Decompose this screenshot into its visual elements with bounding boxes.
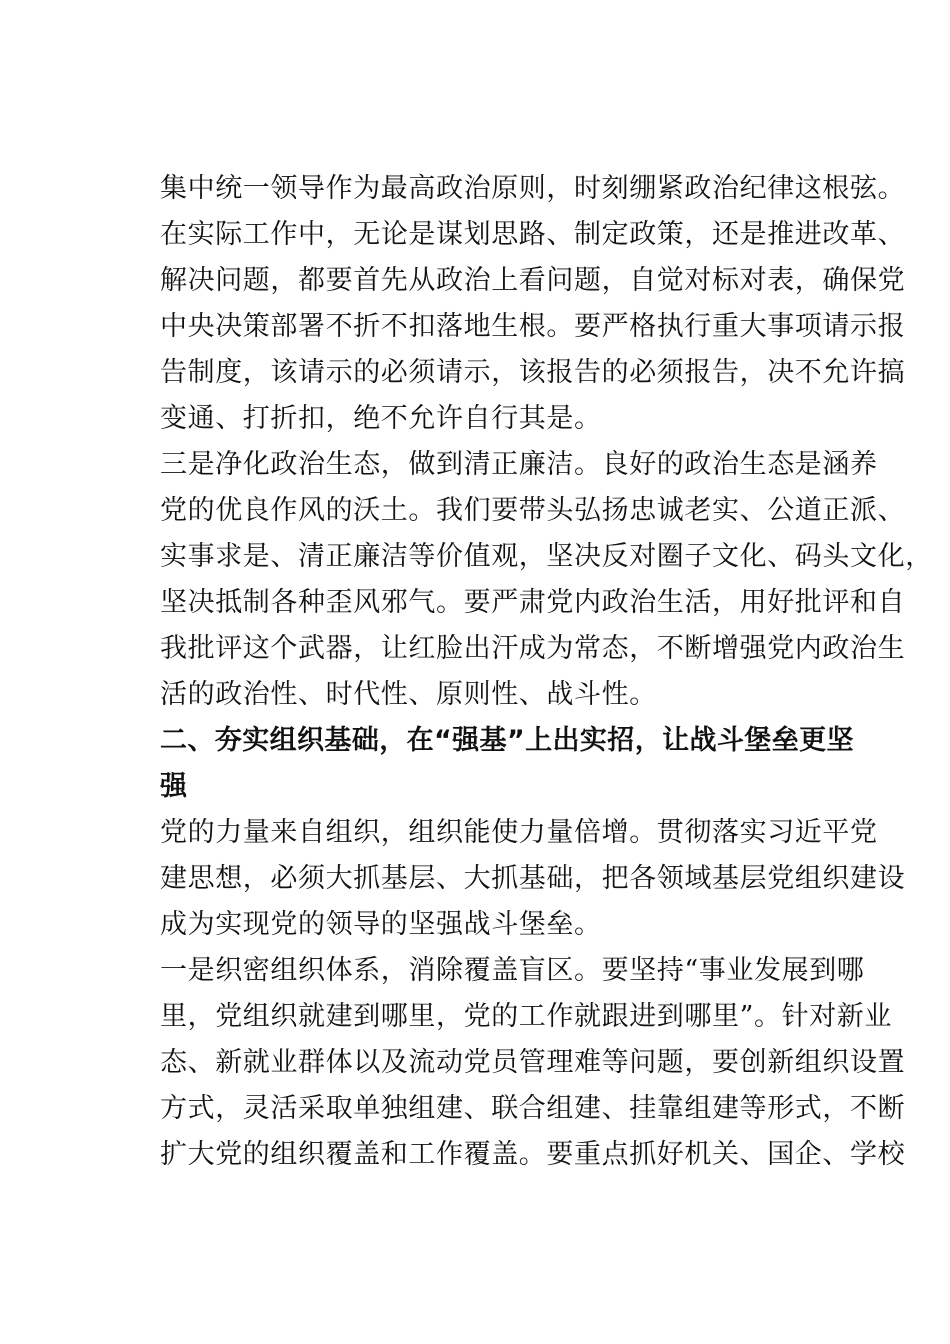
paragraph-first-line	[160, 445, 878, 485]
paragraph-line: 里，党组织就建到哪里，党的工作就跟进到哪里”。针对新业	[160, 1001, 893, 1032]
paragraph-line: 中央决策部署不折不扣落地生根。要严格执行重大事项请示报	[160, 311, 906, 342]
paragraph-line: 解决问题，都要首先从政治上看问题，自觉对标对表，确保党	[160, 265, 906, 296]
paragraph-line: 坚决抵制各种歪风邪气。要严肃党内政治生活，用好批评和自	[160, 587, 906, 618]
paragraph-line: 建思想，必须大抓基层、大抓基础，把各领域基层党组织建设	[160, 863, 906, 894]
paragraph-line: 活的政治性、时代性、原则性、战斗性。	[160, 679, 657, 710]
section-heading-continuation: 强	[160, 771, 188, 802]
paragraph-first-line: 一是织密组织体系，消除覆盖盲区。要坚持“事业发展到哪	[160, 955, 865, 986]
paragraph-line: 扩大党的组织覆盖和工作覆盖。要重点抓好机关、国企、学校	[160, 1139, 906, 1170]
paragraph-line: 集中统一领导作为最高政治原则，时刻绷紧政治纪律这根弦。	[160, 173, 906, 204]
paragraph-line: 实事求是、清正廉洁等价值观，坚决反对圈子文化、码头文化，	[160, 541, 933, 572]
paragraph-text: 三是净化政治生态，做到清正廉洁。良好的政治生态是涵养	[160, 449, 878, 480]
paragraph-line: 态、新就业群体以及流动党员管理难等问题，要创新组织设置	[160, 1047, 906, 1078]
paragraph-line: 成为实现党的领导的坚强战斗堡垒。	[160, 909, 602, 940]
paragraph-line: 告制度，该请示的必须请示，该报告的必须报告，决不允许搞	[160, 357, 906, 388]
paragraph-line: 我批评这个武器，让红脸出汗成为常态，不断增强党内政治生	[160, 633, 906, 664]
paragraph-line: 在实际工作中，无论是谋划思路、制定政策，还是推进改革、	[160, 219, 906, 250]
paragraph-line: 变通、打折扣，绝不允许自行其是。	[160, 403, 602, 434]
paragraph-first-line: 党的力量来自组织，组织能使力量倍增。贯彻落实习近平党	[160, 817, 878, 848]
paragraph-line: 党的优良作风的沃土。我们要带头弘扬忠诚老实、公道正派、	[160, 495, 906, 526]
paragraph-line: 方式，灵活采取单独组建、联合组建、挂靠组建等形式，不断	[160, 1093, 906, 1124]
section-heading: 二、夯实组织基础，在“强基”上出实招，让战斗堡垒更坚	[160, 725, 854, 756]
